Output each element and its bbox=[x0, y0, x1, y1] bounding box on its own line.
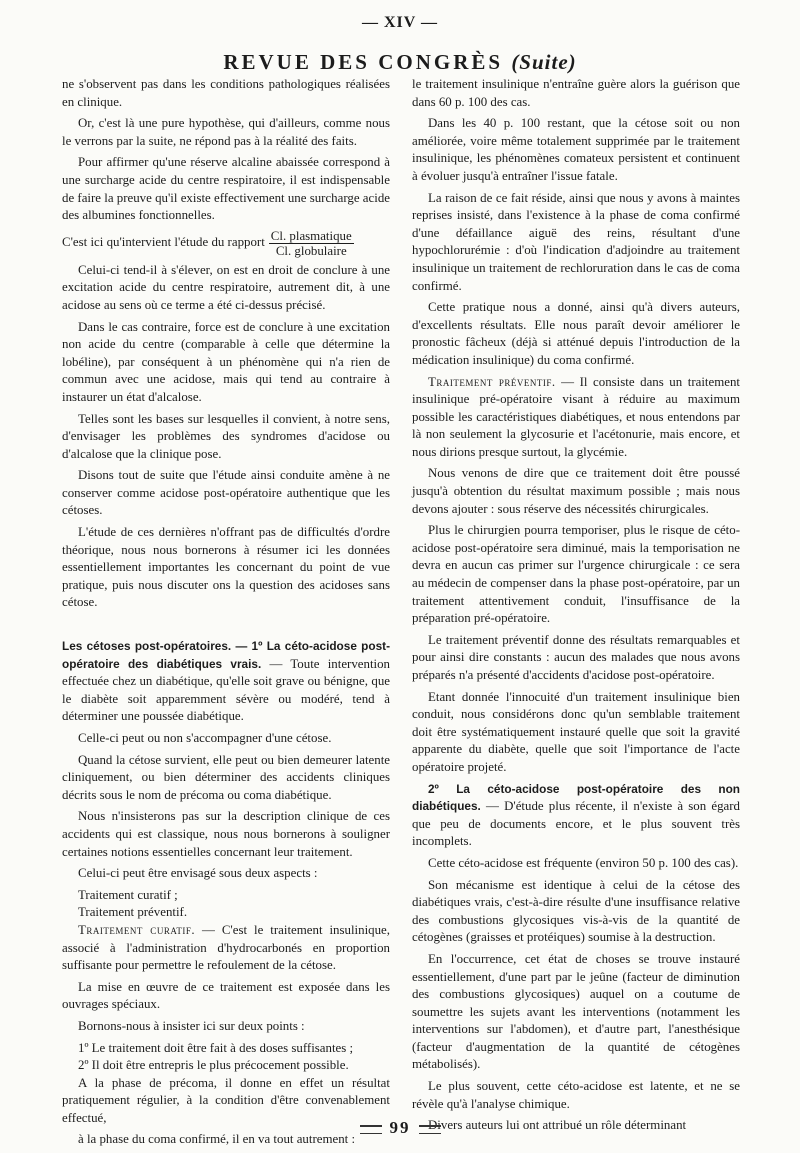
curatif-paragraph bbox=[62, 922, 390, 975]
right-column bbox=[412, 76, 740, 1139]
paragraph: Le traitement préventif donne des résultats remarquables et pour ainsi dire constants : aucun des malades que nous avons préparés n'a présenté d'accidents d'acidose post-opératoire. bbox=[412, 632, 740, 682]
ratio-denominator: Cl. globulaire bbox=[275, 243, 347, 258]
paragraph: Celui-ci tend-il à s'élever, on est en droit de conclure à une excitation acide du centre respiratoire, autrement dit, à une acidose au sens où ce terme a été ci-dessus précisé. bbox=[62, 262, 390, 312]
ratio-numerator: Cl. plasmatique bbox=[270, 228, 352, 243]
ratio-lead-text: C'est ici qu'intervient l'étude du rapport bbox=[62, 235, 265, 250]
section-text: — Toute intervention effectuée chez un diabétique, qu'elle soit grave ou bénigne, que le diabète soit apparemment sévère ou modéré, tend à déterminer une poussée diabétique. bbox=[62, 656, 391, 724]
paragraph: à la phase du coma confirmé, il en va tout autrement : bbox=[78, 1132, 356, 1147]
paragraph: Telles sont les bases sur lesquelles il convient, à notre sens, d'envisager les problèmes des syndromes d'acidose ou d'alcalose que la clinique pose. bbox=[62, 411, 390, 461]
paragraph: Le plus souvent, cette céto-acidose est latente, et ne se révèle qu'à l'analyse chimique. bbox=[412, 1079, 740, 1111]
paragraph: Dans le cas contraire, force est de conclure à une excitation non acide du centre (comparable à celle que détermine la lobéline), par conséquent à un phénomène qui n'a rien de commun avec une acidose, mais qui tend au contraire à instaurer un état d'alcalose. bbox=[62, 319, 390, 404]
paragraph: Bornons-nous à insister ici sur deux points : bbox=[78, 1018, 305, 1033]
folio-number: 99 bbox=[389, 1118, 411, 1137]
paragraph: L'étude de ces dernières n'offrant pas de difficultés d'ordre théorique, nous nous bornerons à résumer ici les données essentiellement importantes les concernant du point de vue pratique, puis nous discuter ons la question des acidoses sans cétose. bbox=[62, 525, 390, 610]
aspect-item: Traitement curatif ; bbox=[78, 887, 178, 902]
page-roman-numeral: — XIV — bbox=[361, 14, 439, 31]
preventif-heading: Traitement préventif. bbox=[428, 374, 556, 389]
section-paragraph bbox=[62, 638, 390, 726]
paragraph: Divers auteurs lui ont attribué un rôle déterminant bbox=[428, 1118, 687, 1133]
curatif-heading: Traitement curatif. bbox=[78, 922, 196, 937]
title-main: REVUE DES CONGRÈS bbox=[223, 50, 504, 74]
paragraph: A la phase de précoma, il donne en effet un résultat pratiquement régulier, à la condition d'être convenablement effectué, bbox=[62, 1075, 390, 1125]
point-item: 1º Le traitement doit être fait à des doses suffisantes ; bbox=[78, 1040, 354, 1055]
paragraph: En l'occurrence, cet état de choses se trouve instauré essentiellement, d'une part par le jeûne (facteur de diminution des combustions glycosiques) auquel on a coutume de soumettre les sujets avant les interventions (notamment les interventions sur l'abdomen), et d'autre part, l'anesthésique (facteur d'augmentation de la quantité de cétogènes métabolisés). bbox=[412, 951, 740, 1072]
page-folio bbox=[0, 1118, 800, 1138]
paragraph: le traitement insulinique n'entraîne guère alors la guérison que dans 60 p. 100 des cas. bbox=[412, 77, 740, 109]
aspect-item: Traitement préventif. bbox=[78, 905, 188, 920]
title-suffix: (Suite) bbox=[511, 50, 577, 74]
paragraph: Cette céto-acidose est fréquente (environ 50 p. 100 des cas). bbox=[428, 855, 739, 870]
paragraph: ne s'observent pas dans les conditions pathologiques réalisées en clinique. bbox=[62, 77, 390, 109]
curatif-text: — C'est le traitement insulinique, associé à l'administration d'hydrocarbonés en proportion suffisante pour permettre le refoulement de la cétose. bbox=[62, 922, 390, 973]
section-heading-diabetics: Les cétoses post-opératoires. — 1º La céto-acidose post-opératoire des diabétiques vrais. bbox=[62, 639, 390, 671]
ornament-right bbox=[419, 1125, 441, 1134]
section-text: — D'étude plus récente, il n'existe à son égard que peu de documents encore, et le plus souvent très incomplets. bbox=[412, 799, 740, 849]
paragraph: Etant donnée l'innocuité d'un traitement insulinique bien conduit, nous considérons donc qu'un semblable traitement doit être systématiquement instauré quelle que soit la gravité apparente du diabète, quelle que soit l'importance de l'acte opératoire projeté. bbox=[412, 689, 740, 774]
paragraph: Quand la cétose survient, elle peut ou bien demeurer latente cliniquement, ou bien déterminer des accidents cliniques décrits sous le nom de précoma ou coma diabétique. bbox=[62, 752, 390, 802]
left-column bbox=[62, 76, 390, 1153]
section-heading-non-diabetics: 2º La céto-acidose post-opératoire des non diabétiques. bbox=[412, 781, 740, 814]
point-item: 2º Il doit être entrepris le plus précocement possible. bbox=[78, 1058, 349, 1073]
paragraph: Nous n'insisterons pas sur la description clinique de ces accidents qui est classique, nous nous bornerons à souligner certaines notions essentielles concernant leur traitement. bbox=[62, 809, 390, 859]
paragraph: La mise en œuvre de ce traitement est exposée dans les ouvrages spéciaux. bbox=[62, 979, 390, 1012]
paragraph: Son mécanisme est identique à celui de la cétose des diabétiques vrais, c'est-à-dire résulte d'une insuffisance relative des combustions glycosiques vis-à-vis de la quantité de cétogènes (graisses et protéiques) soumise à la destruction. bbox=[412, 877, 740, 945]
preventif-text: — Il consiste dans un traitement insulinique pré-opératoire visant à réduire au maximum possible les caractéristiques diabétiques, et nous entendons par là non seulement la glycosurie et l'acétonurie, mais encore, et nous dirions presque surtout, la glycémie. bbox=[412, 374, 740, 459]
paragraph: La raison de ce fait réside, ainsi que nous y avons à maintes reprises insisté, dans l'existence à la phase de coma confirmé d'une défaillance aiguë des reins, résultant d'une hypochlorurémie : d'où l'indication d'adjoindre au traitement insulinique un traitement de rechloruration dans le cas de coma confirmé. bbox=[412, 190, 740, 293]
chloride-ratio bbox=[62, 229, 390, 258]
paragraph: Or, c'est là une pure hypothèse, qui d'ailleurs, comme nous le verrons par la suite, ne répond pas à la réalité des faits. bbox=[62, 116, 390, 148]
ornament-left bbox=[360, 1125, 382, 1134]
paragraph: Disons tout de suite que l'étude ainsi conduite amène à ne conserver comme acidose post-opératoire authentique que les cétoses. bbox=[62, 468, 390, 518]
paragraph: Dans les 40 p. 100 restant, que la cétose soit ou non améliorée, voire même totalement supprimée par le traitement insulinique, les phénomènes comateux persistent et continuent à évoluer jusqu'à entraîner l'issue fatale. bbox=[412, 116, 740, 183]
paragraph: Celle-ci peut ou non s'accompagner d'une cétose. bbox=[78, 731, 332, 745]
page-title bbox=[0, 50, 800, 75]
paragraph: Pour affirmer qu'une réserve alcaline abaissée correspond à une surcharge acide du centre respiratoire, il est indispensable de faire la preuve qu'il existe effectivement une surcharge acide des albumines fonctionnelles. bbox=[62, 155, 390, 223]
paragraph: Nous venons de dire que ce traitement doit être poussé jusqu'à obtention du résultat maximum possible ; mais nous devons ajouter : sous réserve des nécessités chirurgicales. bbox=[412, 466, 740, 516]
ratio-fraction bbox=[269, 229, 354, 258]
preventif-paragraph bbox=[412, 374, 740, 462]
paragraph: Celui-ci peut être envisagé sous deux aspects : bbox=[78, 866, 318, 881]
paragraph: Cette pratique nous a donné, ainsi qu'à divers auteurs, d'excellents résultats. Elle nous paraît devoir améliorer le pronostic fâcheux (déjà si atténué depuis l'introduction de la médication insulinique) du coma confirmé. bbox=[412, 300, 740, 367]
paragraph: Plus le chirurgien pourra temporiser, plus le risque de céto-acidose post-opératoire sera diminué, mais la temporisation ne devra en aucun cas primer sur l'urgence chirurgicale : ce sera au médecin de compenser dans la phase post-opératoire, par un traitement attentivement conduit, l'insuffisance de la préparation pré-opératoire. bbox=[412, 523, 740, 626]
section-paragraph bbox=[412, 781, 740, 851]
